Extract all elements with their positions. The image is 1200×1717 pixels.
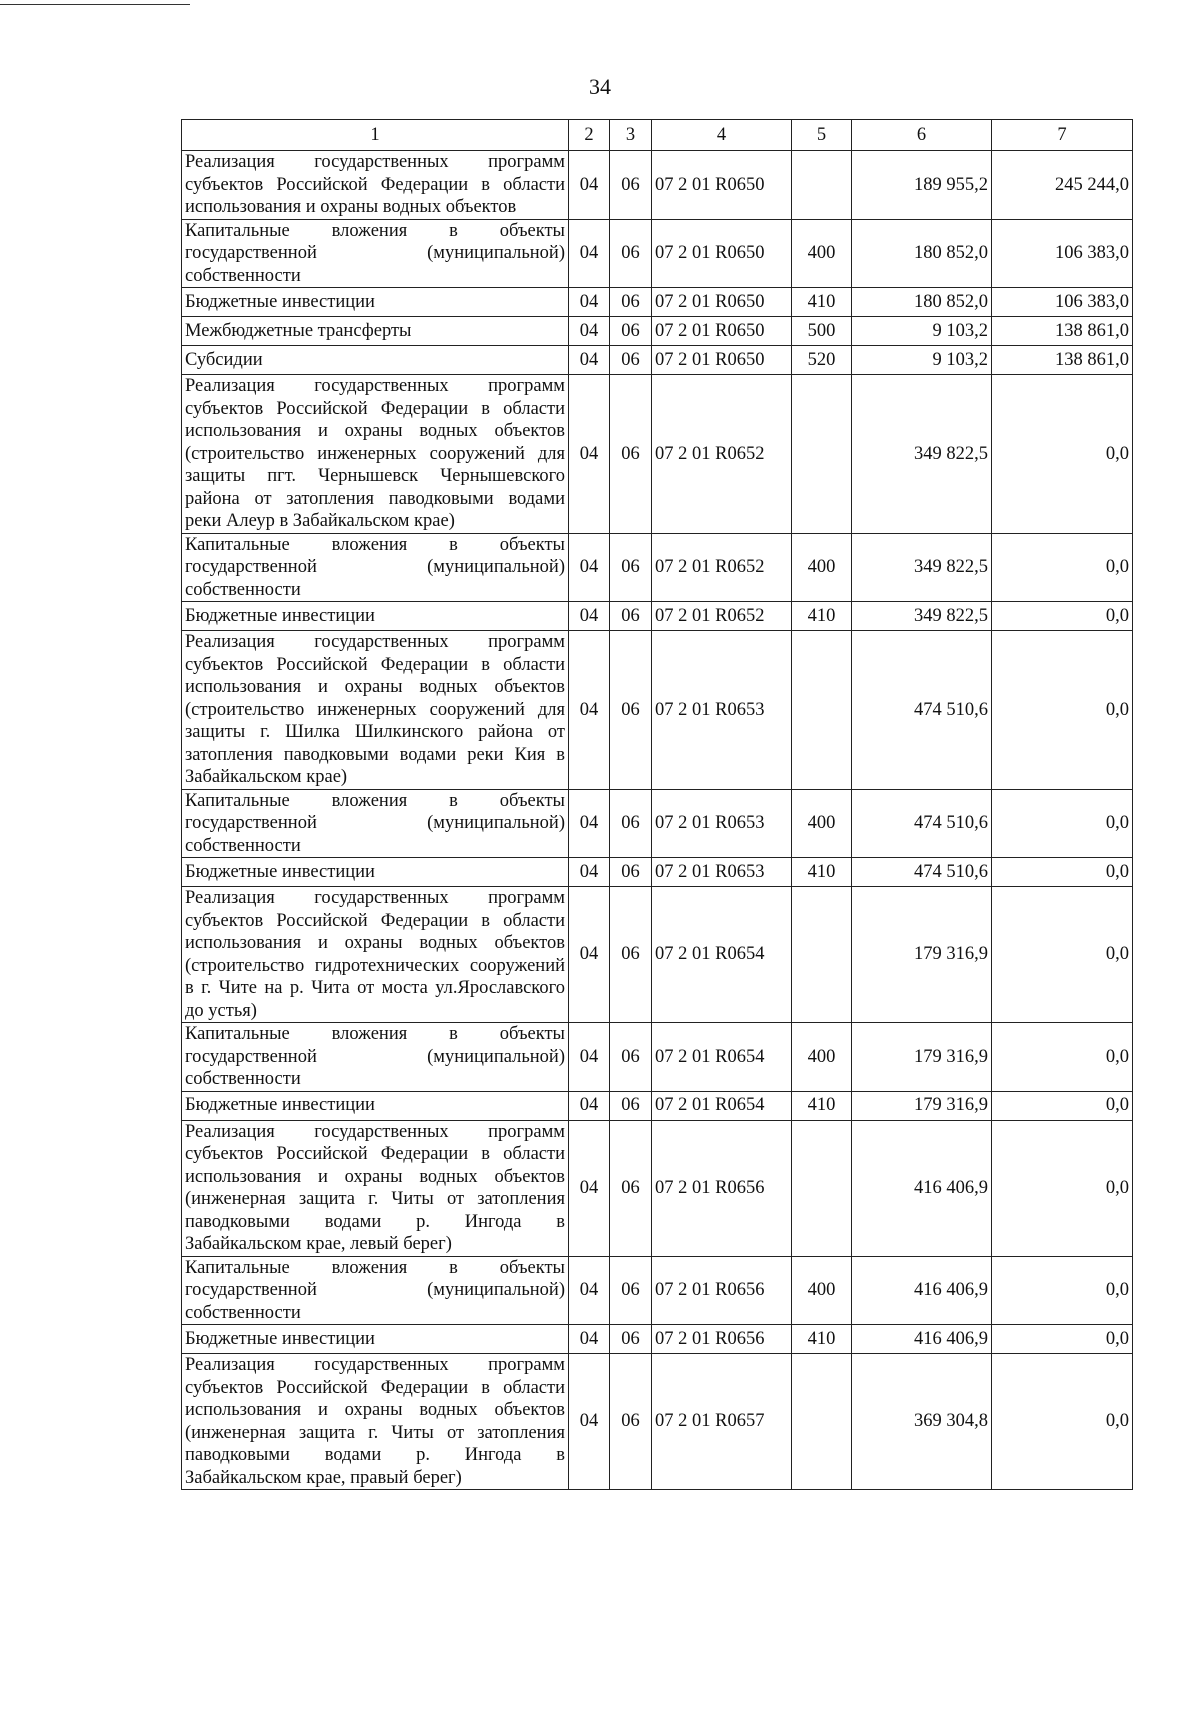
name-cell: Межбюджетные трансферты xyxy=(182,317,569,346)
table-row xyxy=(182,602,1133,631)
header-col-5: 5 xyxy=(792,120,852,151)
target-article-cell: 07 2 01 R0652 xyxy=(652,375,792,534)
header-col-6: 6 xyxy=(852,120,992,151)
subsection-cell: 06 xyxy=(610,375,652,534)
target-article-cell: 07 2 01 R0650 xyxy=(652,288,792,317)
table-row xyxy=(182,1354,1133,1490)
header-col-2: 2 xyxy=(569,120,610,151)
amount-2-cell: 0,0 xyxy=(992,1120,1133,1256)
amount-2-cell: 138 861,0 xyxy=(992,346,1133,375)
expense-type-cell: 500 xyxy=(792,317,852,346)
table-row xyxy=(182,1120,1133,1256)
name-cell: Реализация государственных программ субъектов Российской Федерации в области использования и охраны водных объектов (инженерная защита г. Читы от затопления паводковыми водами р. Ингода в Забайкальском крае, правый берег) xyxy=(182,1354,569,1490)
amount-1-cell: 9 103,2 xyxy=(852,346,992,375)
section-cell: 04 xyxy=(569,602,610,631)
target-article-cell: 07 2 01 R0653 xyxy=(652,789,792,858)
subsection-cell: 06 xyxy=(610,533,652,602)
subsection-cell: 06 xyxy=(610,346,652,375)
target-article-cell: 07 2 01 R0653 xyxy=(652,631,792,790)
section-cell: 04 xyxy=(569,533,610,602)
section-cell: 04 xyxy=(569,1256,610,1325)
table-row xyxy=(182,1256,1133,1325)
amount-1-cell: 179 316,9 xyxy=(852,1023,992,1092)
amount-2-cell: 0,0 xyxy=(992,602,1133,631)
budget-table xyxy=(181,119,1133,1490)
section-cell: 04 xyxy=(569,317,610,346)
table-row xyxy=(182,151,1133,220)
table-body xyxy=(182,151,1133,1490)
table-row xyxy=(182,789,1133,858)
table-row xyxy=(182,631,1133,790)
expense-type-cell: 400 xyxy=(792,533,852,602)
target-article-cell: 07 2 01 R0650 xyxy=(652,346,792,375)
amount-2-cell: 138 861,0 xyxy=(992,317,1133,346)
section-cell: 04 xyxy=(569,288,610,317)
amount-1-cell: 349 822,5 xyxy=(852,375,992,534)
amount-1-cell: 474 510,6 xyxy=(852,789,992,858)
expense-type-cell: 410 xyxy=(792,1325,852,1354)
amount-2-cell: 0,0 xyxy=(992,631,1133,790)
name-cell: Бюджетные инвестиции xyxy=(182,858,569,887)
name-cell: Реализация государственных программ субъектов Российской Федерации в области использования и охраны водных объектов (строительство гидротехнических сооружений в г. Чите на р. Чита от моста ул.Ярославского до устья) xyxy=(182,887,569,1023)
table-row xyxy=(182,375,1133,534)
subsection-cell: 06 xyxy=(610,1354,652,1490)
amount-1-cell: 416 406,9 xyxy=(852,1325,992,1354)
section-cell: 04 xyxy=(569,1091,610,1120)
expense-type-cell: 400 xyxy=(792,1023,852,1092)
expense-type-cell xyxy=(792,375,852,534)
section-cell: 04 xyxy=(569,1354,610,1490)
subsection-cell: 06 xyxy=(610,288,652,317)
subsection-cell: 06 xyxy=(610,1091,652,1120)
section-cell: 04 xyxy=(569,219,610,288)
table-row xyxy=(182,219,1133,288)
section-cell: 04 xyxy=(569,346,610,375)
amount-1-cell: 179 316,9 xyxy=(852,887,992,1023)
amount-2-cell: 0,0 xyxy=(992,858,1133,887)
section-cell: 04 xyxy=(569,1120,610,1256)
subsection-cell: 06 xyxy=(610,789,652,858)
expense-type-cell xyxy=(792,631,852,790)
expense-type-cell: 410 xyxy=(792,858,852,887)
subsection-cell: 06 xyxy=(610,1325,652,1354)
subsection-cell: 06 xyxy=(610,219,652,288)
header-col-7: 7 xyxy=(992,120,1133,151)
amount-1-cell: 474 510,6 xyxy=(852,858,992,887)
amount-2-cell: 0,0 xyxy=(992,1091,1133,1120)
name-cell: Капитальные вложения в объекты государственной (муниципальной) собственности xyxy=(182,789,569,858)
target-article-cell: 07 2 01 R0654 xyxy=(652,1023,792,1092)
amount-2-cell: 0,0 xyxy=(992,1354,1133,1490)
section-cell: 04 xyxy=(569,858,610,887)
header-col-3: 3 xyxy=(610,120,652,151)
expense-type-cell xyxy=(792,887,852,1023)
subsection-cell: 06 xyxy=(610,887,652,1023)
table-row xyxy=(182,1325,1133,1354)
target-article-cell: 07 2 01 R0650 xyxy=(652,219,792,288)
target-article-cell: 07 2 01 R0656 xyxy=(652,1325,792,1354)
name-cell: Субсидии xyxy=(182,346,569,375)
amount-2-cell: 0,0 xyxy=(992,533,1133,602)
amount-1-cell: 474 510,6 xyxy=(852,631,992,790)
name-cell: Бюджетные инвестиции xyxy=(182,602,569,631)
subsection-cell: 06 xyxy=(610,631,652,790)
expense-type-cell xyxy=(792,1120,852,1256)
amount-1-cell: 180 852,0 xyxy=(852,288,992,317)
target-article-cell: 07 2 01 R0652 xyxy=(652,602,792,631)
target-article-cell: 07 2 01 R0653 xyxy=(652,858,792,887)
name-cell: Бюджетные инвестиции xyxy=(182,1091,569,1120)
table-row xyxy=(182,317,1133,346)
amount-2-cell: 0,0 xyxy=(992,1256,1133,1325)
name-cell: Капитальные вложения в объекты государственной (муниципальной) собственности xyxy=(182,1023,569,1092)
section-cell: 04 xyxy=(569,887,610,1023)
table-row xyxy=(182,533,1133,602)
name-cell: Реализация государственных программ субъектов Российской Федерации в области использования и охраны водных объектов xyxy=(182,151,569,220)
target-article-cell: 07 2 01 R0652 xyxy=(652,533,792,602)
name-cell: Бюджетные инвестиции xyxy=(182,1325,569,1354)
section-cell: 04 xyxy=(569,789,610,858)
section-cell: 04 xyxy=(569,151,610,220)
table-row xyxy=(182,887,1133,1023)
amount-1-cell: 369 304,8 xyxy=(852,1354,992,1490)
header-row xyxy=(182,120,1133,151)
amount-1-cell: 349 822,5 xyxy=(852,602,992,631)
name-cell: Реализация государственных программ субъектов Российской Федерации в области использования и охраны водных объектов (инженерная защита г. Читы от затопления паводковыми водами р. Ингода в Забайкальском крае, левый берег) xyxy=(182,1120,569,1256)
amount-1-cell: 416 406,9 xyxy=(852,1256,992,1325)
section-cell: 04 xyxy=(569,1325,610,1354)
name-cell: Капитальные вложения в объекты государственной (муниципальной) собственности xyxy=(182,1256,569,1325)
table-row xyxy=(182,1091,1133,1120)
amount-2-cell: 0,0 xyxy=(992,1023,1133,1092)
amount-2-cell: 245 244,0 xyxy=(992,151,1133,220)
section-cell: 04 xyxy=(569,375,610,534)
name-cell: Капитальные вложения в объекты государственной (муниципальной) собственности xyxy=(182,219,569,288)
amount-1-cell: 189 955,2 xyxy=(852,151,992,220)
target-article-cell: 07 2 01 R0656 xyxy=(652,1120,792,1256)
amount-2-cell: 106 383,0 xyxy=(992,219,1133,288)
target-article-cell: 07 2 01 R0657 xyxy=(652,1354,792,1490)
expense-type-cell: 410 xyxy=(792,602,852,631)
section-cell: 04 xyxy=(569,631,610,790)
expense-type-cell xyxy=(792,1354,852,1490)
table-row xyxy=(182,858,1133,887)
target-article-cell: 07 2 01 R0654 xyxy=(652,887,792,1023)
expense-type-cell: 410 xyxy=(792,1091,852,1120)
name-cell: Реализация государственных программ субъектов Российской Федерации в области использования и охраны водных объектов (строительство инженерных сооружений для защиты пгт. Чернышевск Чернышевского района от затопления паводковыми водами реки Алеур в Забайкальском крае) xyxy=(182,375,569,534)
header-col-1: 1 xyxy=(182,120,569,151)
subsection-cell: 06 xyxy=(610,1023,652,1092)
subsection-cell: 06 xyxy=(610,1120,652,1256)
page-number: 34 xyxy=(589,74,611,99)
amount-1-cell: 179 316,9 xyxy=(852,1091,992,1120)
amount-2-cell: 0,0 xyxy=(992,375,1133,534)
table-row xyxy=(182,288,1133,317)
amount-1-cell: 9 103,2 xyxy=(852,317,992,346)
expense-type-cell: 400 xyxy=(792,789,852,858)
subsection-cell: 06 xyxy=(610,317,652,346)
amount-1-cell: 180 852,0 xyxy=(852,219,992,288)
table-row xyxy=(182,346,1133,375)
header-col-4: 4 xyxy=(652,120,792,151)
amount-2-cell: 0,0 xyxy=(992,1325,1133,1354)
amount-2-cell: 0,0 xyxy=(992,789,1133,858)
expense-type-cell: 410 xyxy=(792,288,852,317)
amount-1-cell: 416 406,9 xyxy=(852,1120,992,1256)
subsection-cell: 06 xyxy=(610,602,652,631)
name-cell: Капитальные вложения в объекты государственной (муниципальной) собственности xyxy=(182,533,569,602)
expense-type-cell: 400 xyxy=(792,1256,852,1325)
target-article-cell: 07 2 01 R0650 xyxy=(652,151,792,220)
amount-1-cell: 349 822,5 xyxy=(852,533,992,602)
name-cell: Реализация государственных программ субъектов Российской Федерации в области использования и охраны водных объектов (строительство инженерных сооружений для защиты г. Шилка Шилкинского района от затопления паводковыми водами реки Кия в Забайкальском крае) xyxy=(182,631,569,790)
target-article-cell: 07 2 01 R0650 xyxy=(652,317,792,346)
section-cell: 04 xyxy=(569,1023,610,1092)
expense-type-cell xyxy=(792,151,852,220)
amount-2-cell: 0,0 xyxy=(992,887,1133,1023)
name-cell: Бюджетные инвестиции xyxy=(182,288,569,317)
scan-top-rule xyxy=(0,4,190,5)
target-article-cell: 07 2 01 R0654 xyxy=(652,1091,792,1120)
expense-type-cell: 400 xyxy=(792,219,852,288)
target-article-cell: 07 2 01 R0656 xyxy=(652,1256,792,1325)
subsection-cell: 06 xyxy=(610,858,652,887)
subsection-cell: 06 xyxy=(610,1256,652,1325)
expense-type-cell: 520 xyxy=(792,346,852,375)
subsection-cell: 06 xyxy=(610,151,652,220)
table-row xyxy=(182,1023,1133,1092)
amount-2-cell: 106 383,0 xyxy=(992,288,1133,317)
